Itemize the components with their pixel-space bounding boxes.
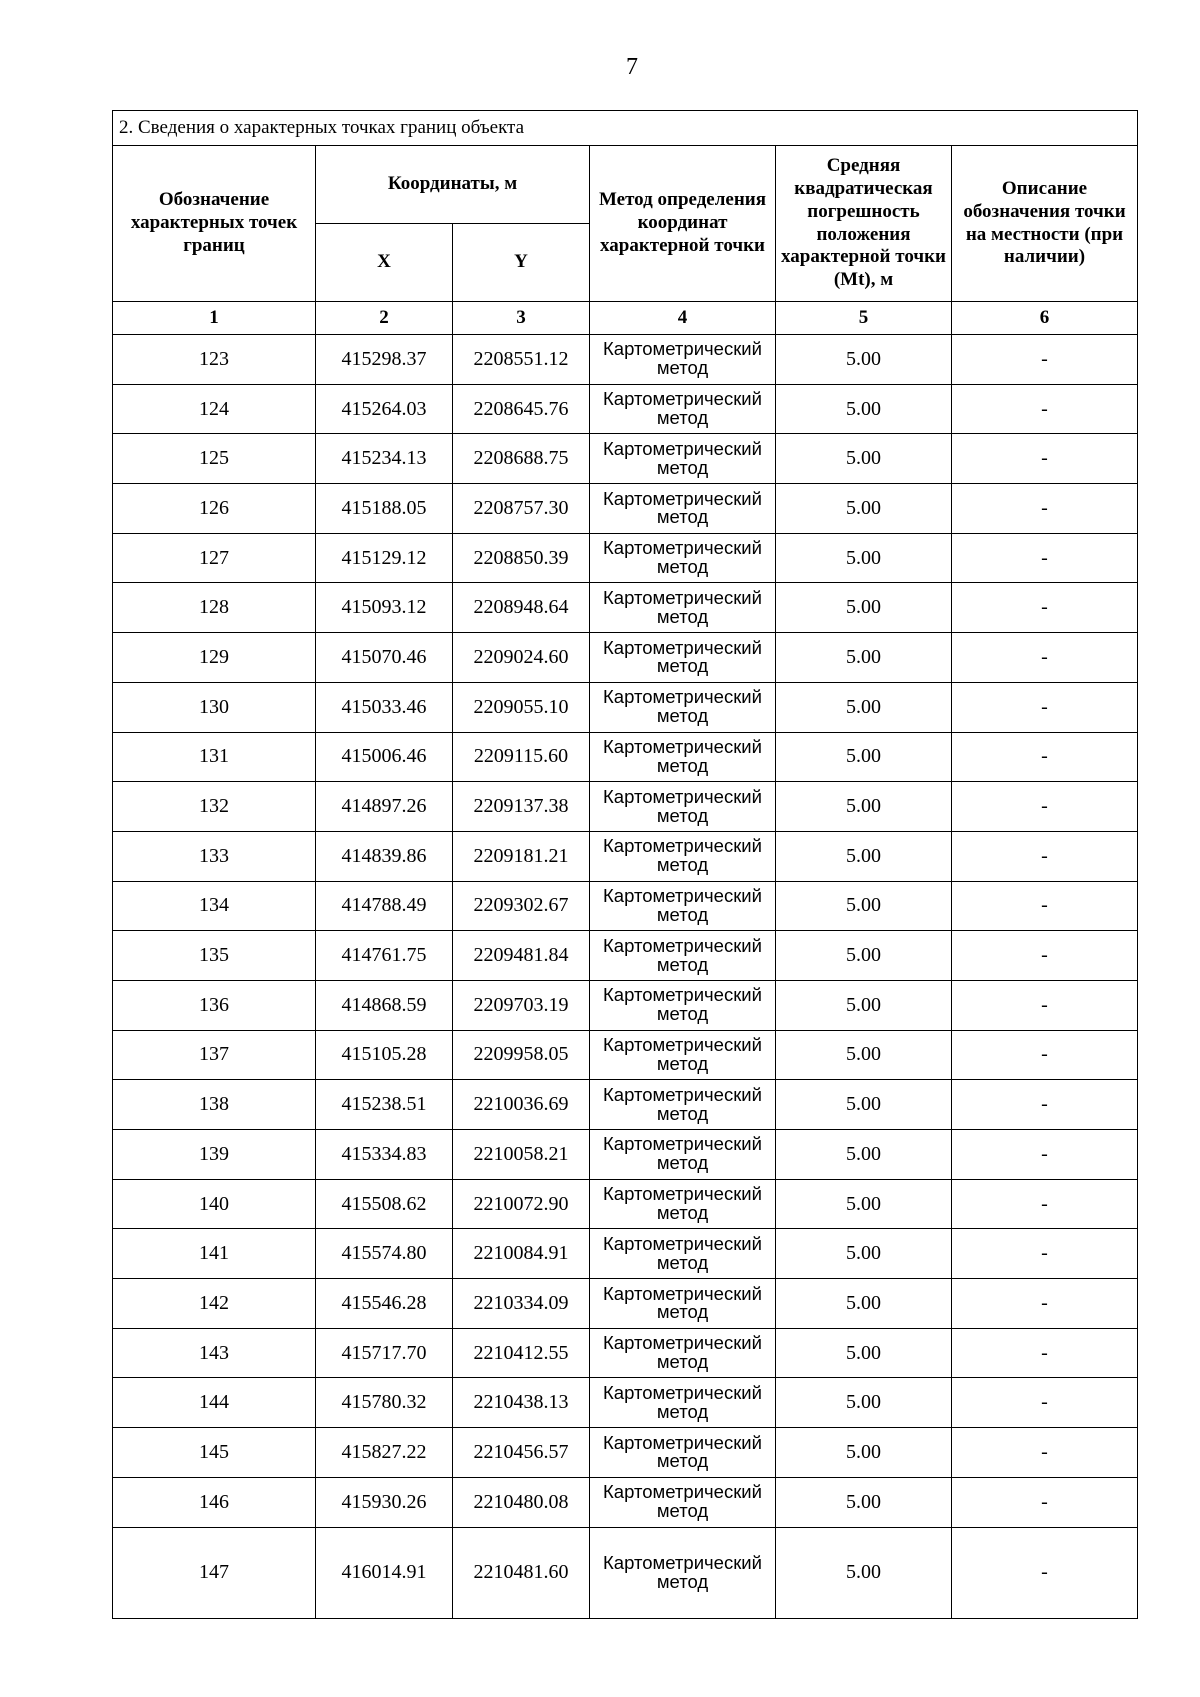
y-coordinate-cell: 2208948.64 — [453, 583, 590, 633]
column-number: 1 — [113, 302, 316, 335]
table-row — [113, 980, 1138, 1030]
table-row — [113, 633, 1138, 683]
table-row — [113, 831, 1138, 881]
method-cell: Картометрический метод — [590, 831, 776, 881]
point-number-cell: 140 — [113, 1179, 316, 1229]
y-coordinate-cell: 2210072.90 — [453, 1179, 590, 1229]
description-cell: - — [952, 682, 1138, 732]
error-cell: 5.00 — [776, 980, 952, 1030]
y-coordinate-cell: 2209958.05 — [453, 1030, 590, 1080]
column-number: 5 — [776, 302, 952, 335]
description-cell: - — [952, 931, 1138, 981]
error-cell: 5.00 — [776, 1179, 952, 1229]
table-row — [113, 682, 1138, 732]
method-cell: Картометрический метод — [590, 782, 776, 832]
table-row — [113, 1229, 1138, 1279]
point-number-cell: 126 — [113, 484, 316, 534]
column-number: 6 — [952, 302, 1138, 335]
x-coordinate-cell: 415238.51 — [316, 1080, 453, 1130]
y-coordinate-cell: 2209137.38 — [453, 782, 590, 832]
point-number-cell: 137 — [113, 1030, 316, 1080]
description-cell: - — [952, 1080, 1138, 1130]
method-cell: Картометрический метод — [590, 1527, 776, 1618]
y-coordinate-cell: 2210438.13 — [453, 1378, 590, 1428]
method-cell: Картометрический метод — [590, 1378, 776, 1428]
point-number-cell: 136 — [113, 980, 316, 1030]
method-cell: Картометрический метод — [590, 1229, 776, 1279]
error-cell: 5.00 — [776, 484, 952, 534]
x-coordinate-cell: 415930.26 — [316, 1477, 453, 1527]
y-coordinate-cell: 2209703.19 — [453, 980, 590, 1030]
error-cell: 5.00 — [776, 335, 952, 385]
x-coordinate-cell: 415070.46 — [316, 633, 453, 683]
y-coordinate-cell: 2208850.39 — [453, 533, 590, 583]
point-number-cell: 123 — [113, 335, 316, 385]
description-cell: - — [952, 1030, 1138, 1080]
table-row — [113, 434, 1138, 484]
y-coordinate-cell: 2210084.91 — [453, 1229, 590, 1279]
point-number-cell: 130 — [113, 682, 316, 732]
error-cell: 5.00 — [776, 1080, 952, 1130]
x-coordinate-cell: 415827.22 — [316, 1428, 453, 1478]
error-cell: 5.00 — [776, 633, 952, 683]
table-row — [113, 484, 1138, 534]
y-coordinate-cell: 2209481.84 — [453, 931, 590, 981]
table-row — [113, 1130, 1138, 1180]
table-row — [113, 782, 1138, 832]
column-number: 3 — [453, 302, 590, 335]
table-row — [113, 1527, 1138, 1618]
column-number-row — [113, 302, 1138, 335]
table-row — [113, 583, 1138, 633]
table-row — [113, 1428, 1138, 1478]
description-cell: - — [952, 434, 1138, 484]
point-number-cell: 141 — [113, 1229, 316, 1279]
method-cell: Картометрический метод — [590, 1080, 776, 1130]
y-coordinate-cell: 2209024.60 — [453, 633, 590, 683]
table-row — [113, 384, 1138, 434]
header-x: X — [316, 224, 453, 302]
method-cell: Картометрический метод — [590, 533, 776, 583]
header-method: Метод определения координат характерной точки — [590, 146, 776, 302]
error-cell: 5.00 — [776, 1477, 952, 1527]
x-coordinate-cell: 414897.26 — [316, 782, 453, 832]
description-cell: - — [952, 1378, 1138, 1428]
y-coordinate-cell: 2210481.60 — [453, 1527, 590, 1618]
method-cell: Картометрический метод — [590, 881, 776, 931]
table-row — [113, 732, 1138, 782]
description-cell: - — [952, 1279, 1138, 1329]
method-cell: Картометрический метод — [590, 1328, 776, 1378]
point-number-cell: 133 — [113, 831, 316, 881]
y-coordinate-cell: 2209302.67 — [453, 881, 590, 931]
table-row — [113, 1179, 1138, 1229]
method-cell: Картометрический метод — [590, 384, 776, 434]
page-number: 7 — [626, 54, 638, 80]
error-cell: 5.00 — [776, 1130, 952, 1180]
x-coordinate-cell: 415093.12 — [316, 583, 453, 633]
error-cell: 5.00 — [776, 1428, 952, 1478]
method-cell: Картометрический метод — [590, 583, 776, 633]
point-number-cell: 129 — [113, 633, 316, 683]
x-coordinate-cell: 415780.32 — [316, 1378, 453, 1428]
method-cell: Картометрический метод — [590, 732, 776, 782]
description-cell: - — [952, 1130, 1138, 1180]
y-coordinate-cell: 2210058.21 — [453, 1130, 590, 1180]
point-number-cell: 143 — [113, 1328, 316, 1378]
description-cell: - — [952, 533, 1138, 583]
method-cell: Картометрический метод — [590, 1279, 776, 1329]
table-row — [113, 533, 1138, 583]
x-coordinate-cell: 414868.59 — [316, 980, 453, 1030]
point-number-cell: 127 — [113, 533, 316, 583]
point-number-cell: 131 — [113, 732, 316, 782]
method-cell: Картометрический метод — [590, 682, 776, 732]
method-cell: Картометрический метод — [590, 931, 776, 981]
y-coordinate-cell: 2208757.30 — [453, 484, 590, 534]
table-row — [113, 1328, 1138, 1378]
error-cell: 5.00 — [776, 931, 952, 981]
x-coordinate-cell: 415574.80 — [316, 1229, 453, 1279]
point-number-cell: 128 — [113, 583, 316, 633]
error-cell: 5.00 — [776, 1279, 952, 1329]
header-description: Описание обозначения точки на местности (при наличии) — [952, 146, 1138, 302]
method-cell: Картометрический метод — [590, 980, 776, 1030]
description-cell: - — [952, 1179, 1138, 1229]
description-cell: - — [952, 831, 1138, 881]
error-cell: 5.00 — [776, 434, 952, 484]
error-cell: 5.00 — [776, 782, 952, 832]
point-number-cell: 145 — [113, 1428, 316, 1478]
error-cell: 5.00 — [776, 1378, 952, 1428]
point-number-cell: 125 — [113, 434, 316, 484]
x-coordinate-cell: 415188.05 — [316, 484, 453, 534]
description-cell: - — [952, 1477, 1138, 1527]
method-cell: Картометрический метод — [590, 1179, 776, 1229]
description-cell: - — [952, 732, 1138, 782]
table-row — [113, 881, 1138, 931]
point-number-cell: 124 — [113, 384, 316, 434]
x-coordinate-cell: 416014.91 — [316, 1527, 453, 1618]
table-row — [113, 931, 1138, 981]
y-coordinate-cell: 2209115.60 — [453, 732, 590, 782]
description-cell: - — [952, 335, 1138, 385]
error-cell: 5.00 — [776, 881, 952, 931]
header-coordinates: Координаты, м — [316, 146, 590, 224]
error-cell: 5.00 — [776, 682, 952, 732]
error-cell: 5.00 — [776, 384, 952, 434]
error-cell: 5.00 — [776, 831, 952, 881]
error-cell: 5.00 — [776, 583, 952, 633]
x-coordinate-cell: 414839.86 — [316, 831, 453, 881]
point-number-cell: 134 — [113, 881, 316, 931]
y-coordinate-cell: 2208551.12 — [453, 335, 590, 385]
error-cell: 5.00 — [776, 1328, 952, 1378]
y-coordinate-cell: 2210480.08 — [453, 1477, 590, 1527]
point-number-cell: 132 — [113, 782, 316, 832]
x-coordinate-cell: 415006.46 — [316, 732, 453, 782]
column-number: 4 — [590, 302, 776, 335]
table-row — [113, 1080, 1138, 1130]
y-coordinate-cell: 2210334.09 — [453, 1279, 590, 1329]
point-number-cell: 146 — [113, 1477, 316, 1527]
x-coordinate-cell: 415508.62 — [316, 1179, 453, 1229]
description-cell: - — [952, 881, 1138, 931]
y-coordinate-cell: 2208645.76 — [453, 384, 590, 434]
point-number-cell: 144 — [113, 1378, 316, 1428]
x-coordinate-cell: 415717.70 — [316, 1328, 453, 1378]
y-coordinate-cell: 2210412.55 — [453, 1328, 590, 1378]
column-number: 2 — [316, 302, 453, 335]
description-cell: - — [952, 384, 1138, 434]
table-row — [113, 1477, 1138, 1527]
y-coordinate-cell: 2208688.75 — [453, 434, 590, 484]
header-y: Y — [453, 224, 590, 302]
x-coordinate-cell: 415298.37 — [316, 335, 453, 385]
error-cell: 5.00 — [776, 533, 952, 583]
table-row — [113, 1279, 1138, 1329]
x-coordinate-cell: 415234.13 — [316, 434, 453, 484]
y-coordinate-cell: 2209055.10 — [453, 682, 590, 732]
x-coordinate-cell: 414788.49 — [316, 881, 453, 931]
description-cell: - — [952, 980, 1138, 1030]
table-row — [113, 1030, 1138, 1080]
x-coordinate-cell: 415264.03 — [316, 384, 453, 434]
point-number-cell: 135 — [113, 931, 316, 981]
description-cell: - — [952, 1328, 1138, 1378]
section-title: 2. Сведения о характерных точках границ объекта — [113, 111, 1138, 146]
table-body — [113, 335, 1138, 1619]
method-cell: Картометрический метод — [590, 633, 776, 683]
point-number-cell: 139 — [113, 1130, 316, 1180]
x-coordinate-cell: 415033.46 — [316, 682, 453, 732]
point-number-cell: 147 — [113, 1527, 316, 1618]
error-cell: 5.00 — [776, 1229, 952, 1279]
description-cell: - — [952, 1428, 1138, 1478]
method-cell: Картометрический метод — [590, 1130, 776, 1180]
header-designation: Обозначение характерных точек границ — [113, 146, 316, 302]
y-coordinate-cell: 2210456.57 — [453, 1428, 590, 1478]
x-coordinate-cell: 415105.28 — [316, 1030, 453, 1080]
y-coordinate-cell: 2210036.69 — [453, 1080, 590, 1130]
method-cell: Картометрический метод — [590, 335, 776, 385]
method-cell: Картометрический метод — [590, 1030, 776, 1080]
description-cell: - — [952, 1229, 1138, 1279]
method-cell: Картометрический метод — [590, 1477, 776, 1527]
table-row — [113, 335, 1138, 385]
method-cell: Картометрический метод — [590, 1428, 776, 1478]
description-cell: - — [952, 782, 1138, 832]
description-cell: - — [952, 633, 1138, 683]
x-coordinate-cell: 414761.75 — [316, 931, 453, 981]
error-cell: 5.00 — [776, 1527, 952, 1618]
error-cell: 5.00 — [776, 1030, 952, 1080]
x-coordinate-cell: 415129.12 — [316, 533, 453, 583]
point-number-cell: 138 — [113, 1080, 316, 1130]
description-cell: - — [952, 1527, 1138, 1618]
y-coordinate-cell: 2209181.21 — [453, 831, 590, 881]
point-number-cell: 142 — [113, 1279, 316, 1329]
description-cell: - — [952, 484, 1138, 534]
table-row — [113, 1378, 1138, 1428]
x-coordinate-cell: 415334.83 — [316, 1130, 453, 1180]
description-cell: - — [952, 583, 1138, 633]
x-coordinate-cell: 415546.28 — [316, 1279, 453, 1329]
method-cell: Картометрический метод — [590, 484, 776, 534]
header-error: Средняя квадратическая погрешность положения характерной точки (Mt), м — [776, 146, 952, 302]
error-cell: 5.00 — [776, 732, 952, 782]
method-cell: Картометрический метод — [590, 434, 776, 484]
boundary-points-table — [112, 110, 1138, 1619]
